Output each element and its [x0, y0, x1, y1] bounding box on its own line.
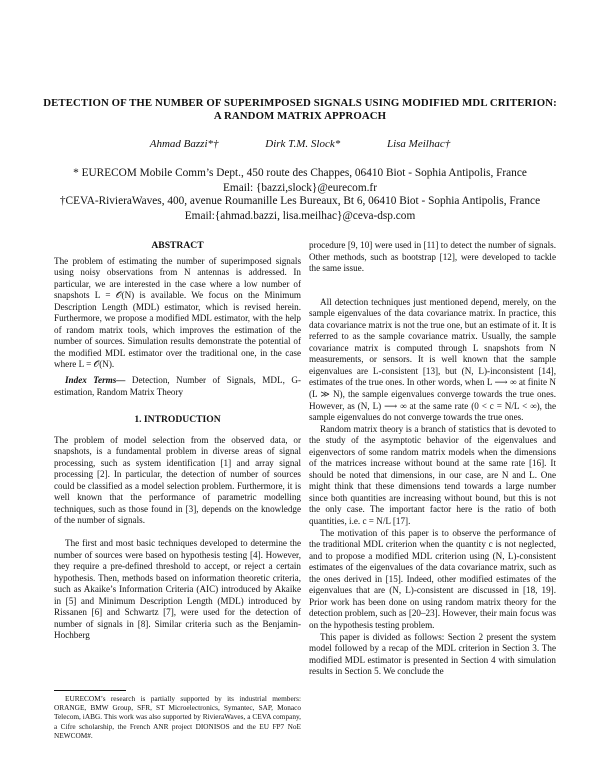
index-terms	[54, 375, 301, 398]
footnote-rule	[54, 690, 126, 691]
affiliation-address: * EURECOM Mobile Comm’s Dept., 450 route des Chappes, 06410 Biot - Sophia Antipolis, France	[73, 167, 527, 179]
affiliation-address: †CEVA-RivieraWaves, 400, avenue Roumanille Les Bureaux, Bt 6, 06410 Biot - Sophia Antipolis, France	[59, 195, 541, 207]
author-list	[40, 138, 560, 150]
footnote	[54, 694, 301, 740]
body-paragraph: All detection techniques just mentioned depend, merely, on the sample eigenvalues of the data covariance matrix. In practice, this data covariance matrix is not the true one, but an estimate of it. It is referred to as the sample covariance matrix. Usually, the sample covariance matrix is computed through L snapshots from N measurements, or sensors. It is well known that the sample eigenvalues are L-consistent [13], but (N, L)-inconsistent [14], estimates of the true ones. In other words, when L ⟶ ∞ at finite N (L ≫ N), the sample eigenvalues converge towards the true ones. However, as (N, L) ⟶ ∞ at the same rate (0 < c = N/L < ∞), the sample eigenvalues do not converge towards the true ones.	[309, 296, 556, 423]
affiliation-email: Email: {bazzi,slock}@eurecom.fr	[223, 181, 377, 194]
abstract-heading: ABSTRACT	[151, 240, 204, 251]
author-name: Ahmad Bazzi*†	[149, 138, 219, 150]
body-paragraph: The motivation of this paper is to observe the performance of the traditional MDL criterion when the quantity c is not neglected, and to propose a modified MDL criterion using (N, L)-consistent estimates of the eigenvalues of the data covariance matrix, such as the ones derived in [15]. Indeed, other modified estimates of the eigenvalues that are (N, L)-consistent are discussed in [18, 19]. Prior work has been done on using random matrix theory for the detection problem, such as [20–23]. However, their main focus was on the hypothesis testing problem.	[309, 527, 556, 630]
affiliation-eurecom	[30, 166, 570, 195]
paper-title: DETECTION OF THE NUMBER OF SUPERIMPOSED SIGNALS USING MODIFIED MDL CRITERION: A RANDOM MATRIX APPROACH	[43, 97, 557, 122]
right-column	[309, 240, 556, 678]
intro-paragraph: The first and most basic techniques developed to determine the number of sources were based on hypothesis testing [4]. However, they require a pre-defined threshold to accept, or reject a certain hypothesis. Then, methods based on information theoretic criteria, such as Akaike’s Information Criteria (AIC) introduced by Akaike in [5] and Minimum Description Length (MDL) introduced by Rissanen [6] and Schwartz [7], were used for the detection of number of signals in [8]. Similar criteria such as the Benjamin-Hochberg	[54, 538, 301, 641]
body-paragraph: Random matrix theory is a branch of statistics that is devoted to the study of the asymptotic behavior of the eigenvalues and eigenvectors of some random matrix models when the dimensions of the matrices increase without bound at the same rate [16]. It should be noted that dimensions, in our case, are N and L. One might think that these dimensions tend towards a large number since both quantities are increasing without bound, but this is not the only case. The important factor here is the ratio of both quantities, i.e. c = N/L [17].	[309, 423, 556, 527]
affiliation-ceva	[30, 194, 570, 223]
body-paragraph: procedure [9, 10] were used in [11] to detect the number of signals. Other methods, such as bootstrap [12], were developed to tackle the same issue.	[309, 240, 556, 274]
abstract-text: The problem of estimating the number of superimposed signals using noisy observations from N antennas is addressed. In particular, we are interested in the case where a low number of snapshots L = 𝒪(N) is available. We focus on the Minimum Description Length (MDL) estimator, which is revised herein. Furthermore, we propose a modified MDL estimator, with the help of random matrix tools, which improves the estimation of the number of sources. Simulation results demonstrate the potential of the modified MDL estimator over the traditional one, in the case where L = 𝒪(N).	[54, 255, 301, 370]
body-paragraph: This paper is divided as follows: Section 2 present the system model followed by a recap of the MDL criterion in Section 3. The modified MDL estimator is presented in Section 4 with simulation results in Section 5. We conclude the	[309, 631, 556, 677]
left-column	[54, 240, 301, 642]
affiliation-email: Email:{ahmad.bazzi, lisa.meilhac}@ceva-dsp.com	[184, 209, 416, 222]
author-name: Lisa Meilhac†	[386, 138, 451, 150]
index-terms-text: Detection, Number of Signals, MDL, G-estimation, Random Matrix Theory	[54, 375, 301, 397]
intro-heading: 1. INTRODUCTION	[134, 414, 221, 426]
footnote-text: EURECOM’s research is partially supported by its industrial members: ORANGE, BMW Group, SFR, ST Microelectronics, Symantec, SAP, Monaco Telecom, iABG. This work was also supported by RivieraWaves, a CEVA company, a Cifre scholarship, the French ANR project DIONISOS and the EU FP7 NoE NEWCOM#.	[54, 694, 301, 740]
index-terms-label: Index Terms—	[65, 375, 126, 386]
author-name: Dirk T.M. Slock*	[265, 138, 341, 150]
intro-paragraph: The problem of model selection from the observed data, or snapshots, is a fundamental problem in diverse areas of signal processing, such as system identification [1] and array signal processing [2]. In particular, the detection of number of sources could be classified as a model selection problem. Furthermore, it is well known that the performance of parametric modelling techniques, such as those found in [3], depends on the knowledge of the number of signals.	[54, 434, 301, 526]
